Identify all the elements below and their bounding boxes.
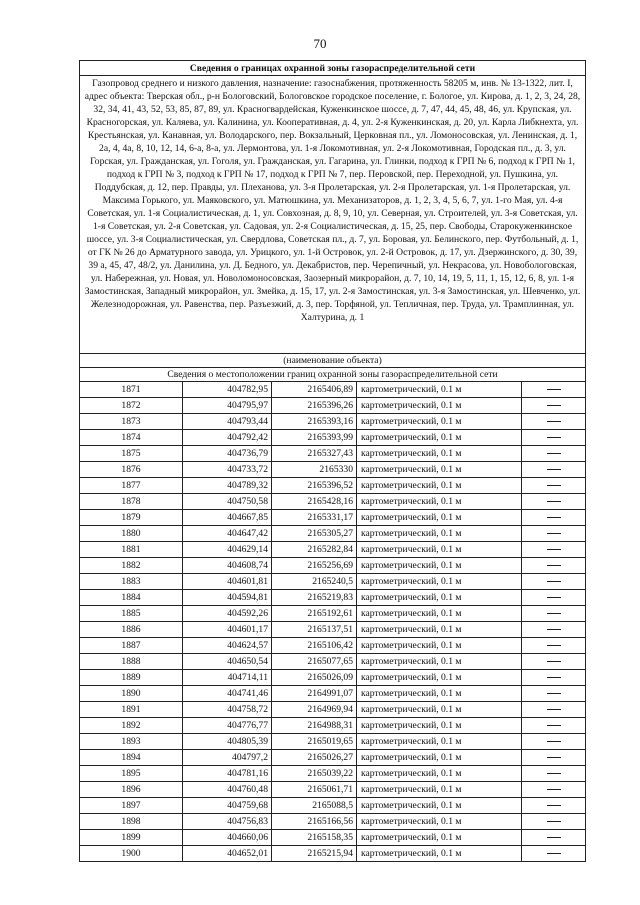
x-coordinate-cell: 404776,77 — [183, 718, 272, 734]
method-cell: картометрический, 0.1 м — [357, 766, 522, 782]
table-row — [80, 590, 586, 606]
y-coordinate-cell: 2165393,99 — [272, 430, 357, 446]
method-cell: картометрический, 0.1 м — [357, 462, 522, 478]
x-coordinate-cell: 404592,26 — [183, 606, 272, 622]
method-cell: картометрический, 0.1 м — [357, 702, 522, 718]
dash-mark — [547, 725, 561, 726]
table-row — [80, 542, 586, 558]
point-number-cell: 1871 — [80, 382, 183, 398]
point-number-cell: 1876 — [80, 462, 183, 478]
x-coordinate-cell: 404660,06 — [183, 830, 272, 846]
error-cell — [522, 670, 586, 686]
point-number-cell: 1899 — [80, 830, 183, 846]
y-coordinate-cell: 2165061,71 — [272, 782, 357, 798]
table-row — [80, 398, 586, 414]
point-number-cell: 1883 — [80, 574, 183, 590]
table-title: Сведения о границах охранной зоны газораспределительной сети — [80, 61, 586, 76]
point-number-cell: 1885 — [80, 606, 183, 622]
y-coordinate-cell: 2165026,09 — [272, 670, 357, 686]
object-caption: (наименование объекта) — [80, 354, 586, 368]
point-number-cell: 1882 — [80, 558, 183, 574]
dash-mark — [547, 821, 561, 822]
y-coordinate-cell: 2165305,27 — [272, 526, 357, 542]
dash-mark — [547, 389, 561, 390]
table-row — [80, 478, 586, 494]
table-row — [80, 558, 586, 574]
x-coordinate-cell: 404789,32 — [183, 478, 272, 494]
dash-mark — [547, 629, 561, 630]
dash-mark — [547, 661, 561, 662]
error-cell — [522, 798, 586, 814]
dash-mark — [547, 853, 561, 854]
method-cell: картометрический, 0.1 м — [357, 798, 522, 814]
y-coordinate-cell: 2165330 — [272, 462, 357, 478]
table-row — [80, 462, 586, 478]
point-number-cell: 1891 — [80, 702, 183, 718]
y-coordinate-cell: 2165219,83 — [272, 590, 357, 606]
dash-mark — [547, 517, 561, 518]
table-row — [80, 526, 586, 542]
dash-mark — [547, 709, 561, 710]
point-number-cell: 1892 — [80, 718, 183, 734]
dash-mark — [547, 469, 561, 470]
dash-mark — [547, 405, 561, 406]
x-coordinate-cell: 404782,95 — [183, 382, 272, 398]
x-coordinate-cell: 404741,46 — [183, 686, 272, 702]
x-coordinate-cell: 404758,72 — [183, 702, 272, 718]
dash-mark — [547, 693, 561, 694]
error-cell — [522, 766, 586, 782]
error-cell — [522, 702, 586, 718]
object-description: Газопровод среднего и низкого давления, назначение: газоснабжения, протяженность 58205 м, инв. № 13-1322, лит. I, адрес объекта: Тверская обл., р-н Бологовский, Бологовское городское поселение, г. Бологое, ул. Кирова, д. 1, 2, 3, 24, 28, 32, 34, 41, 43, 52, 53, 85, 87, 89, ул. Красногвардейская, Куженкинское шоссе, д. 7, 47, 44, 45, 48, 46, ул. Крупская, ул. Красногорская, ул. Каляева, ул. Калинина, ул. Кооперативная, д. 4, ул. 2-я Куженкинская, д. 20, ул. Карла Либкнехта, ул. Крестьянская, ул. Канавная, ул. Володарского, пер. Вокзальный, Церковная пл., ул. Ломоносовская, ул. Ленинская, д. 1, 2а, 4, 4а, 8, 10, 12, 14, 6-а, 8-а, ул. Лермонтова, ул. 1-я Локомотивная, ул. 2-я Локомотивная, Городская пл., д. 3, ул. Горская, ул. Гражданская, ул. Гоголя, ул. Гражданская, ул. Гагарина, ул. Глинки, подход к ГРП № 6, подход к ГРП № 1, подход к ГРП № 3, подход к ГРП № 17, подход к ГРП № 7, пер. Перовской, пер. Переходной, ул. Пушкина, ул. Поддубская, д. 12, пер. Правды, ул. Плеханова, ул. 3-я Пролетарская, ул. 2-я Пролетарская, ул. 1-я Пролетарская, ул. Максима Горького, ул. Маяковского, ул. Матюшкина, ул. Механизаторов, д. 1, 2, 3, 4, 5, 6, 7, ул. 1-го Мая, ул. 4-я Советская, ул. 1-я Социалистическая, д. 1, ул. Совхозная, д. 8, 9, 10, ул. Северная, ул. Строителей, ул. 3-я Советская, ул. 1-я Советская, ул. 2-я Советская, ул. Садовая, ул. 2-я Социалистическая, д. 15, 25, пер. Свободы, Старокуженкинское шоссе, ул. 3-я Социалистическая, ул. Свердлова, Советская пл., д. 7, ул. Боровая, ул. Белинского, пер. Футбольный, д. 1, от ГК № 26 до Арматурного завода, ул. Урицкого, ул. 1-й Островок, ул. 2-й Островок, д. 17, ул. Дзержинского, д. 30, 39, 39 а, 45, 47, 48/2, ул. Данилина, ул. Д. Бедного, ул. Декабристов, пер. Черепичный, ул. Некрасова, ул. Новобологовская, ул. Набережная, ул. Новая, ул. Новоломоносовская, Заозерный микрорайон, д. 7, 10, 14, 19, 5, 11, 1, 15, 12, 6, 8, ул. 1-я Замостинская, Западный микрорайон, ул. Змейка, д. 15, 17, ул. 2-я Замостинская, ул. 3-я Замостинская, ул. Шевченко, ул. Железнодорожная, ул. Равенства, пер. Разъезжий, д. 3, пер. Торфяной, ул. Тепличная, пер. Труда, ул. Трамплинная, ул. Халтурина, д. 1 — [80, 76, 586, 354]
y-coordinate-cell: 2165039,22 — [272, 766, 357, 782]
error-cell — [522, 718, 586, 734]
dash-mark — [547, 757, 561, 758]
error-cell — [522, 686, 586, 702]
x-coordinate-cell: 404667,85 — [183, 510, 272, 526]
point-number-cell: 1877 — [80, 478, 183, 494]
y-coordinate-cell: 2165019,65 — [272, 734, 357, 750]
dash-mark — [547, 581, 561, 582]
x-coordinate-cell: 404733,72 — [183, 462, 272, 478]
point-number-cell: 1872 — [80, 398, 183, 414]
method-cell: картометрический, 0.1 м — [357, 590, 522, 606]
x-coordinate-cell: 404793,44 — [183, 414, 272, 430]
x-coordinate-cell: 404760,48 — [183, 782, 272, 798]
table-row — [80, 414, 586, 430]
point-number-cell: 1875 — [80, 446, 183, 462]
table-row — [80, 734, 586, 750]
dash-mark — [547, 549, 561, 550]
method-cell: картометрический, 0.1 м — [357, 846, 522, 862]
x-coordinate-cell: 404624,57 — [183, 638, 272, 654]
error-cell — [522, 558, 586, 574]
method-cell: картометрический, 0.1 м — [357, 686, 522, 702]
error-cell — [522, 590, 586, 606]
y-coordinate-cell: 2165192,61 — [272, 606, 357, 622]
dash-mark — [547, 453, 561, 454]
dash-mark — [547, 501, 561, 502]
error-cell — [522, 622, 586, 638]
x-coordinate-cell: 404601,17 — [183, 622, 272, 638]
point-number-cell: 1888 — [80, 654, 183, 670]
y-coordinate-cell: 2165077,65 — [272, 654, 357, 670]
y-coordinate-cell: 2165406,89 — [272, 382, 357, 398]
method-cell: картометрический, 0.1 м — [357, 814, 522, 830]
dash-mark — [547, 565, 561, 566]
table-row — [80, 814, 586, 830]
error-cell — [522, 382, 586, 398]
error-cell — [522, 750, 586, 766]
table-row — [80, 670, 586, 686]
y-coordinate-cell: 2164969,94 — [272, 702, 357, 718]
x-coordinate-cell: 404647,42 — [183, 526, 272, 542]
y-coordinate-cell: 2165106,42 — [272, 638, 357, 654]
method-cell: картометрический, 0.1 м — [357, 830, 522, 846]
method-cell: картометрический, 0.1 м — [357, 638, 522, 654]
point-number-cell: 1897 — [80, 798, 183, 814]
dash-mark — [547, 613, 561, 614]
table-row — [80, 446, 586, 462]
method-cell: картометрический, 0.1 м — [357, 718, 522, 734]
dash-mark — [547, 437, 561, 438]
error-cell — [522, 462, 586, 478]
dash-mark — [547, 741, 561, 742]
error-cell — [522, 814, 586, 830]
y-coordinate-cell: 2165327,43 — [272, 446, 357, 462]
x-coordinate-cell: 404650,54 — [183, 654, 272, 670]
table-row — [80, 686, 586, 702]
table-row — [80, 782, 586, 798]
dash-mark — [547, 805, 561, 806]
error-cell — [522, 574, 586, 590]
dash-mark — [547, 533, 561, 534]
y-coordinate-cell: 2165215,94 — [272, 846, 357, 862]
table-row — [80, 638, 586, 654]
method-cell: картометрический, 0.1 м — [357, 782, 522, 798]
method-cell: картометрический, 0.1 м — [357, 670, 522, 686]
table-row — [80, 846, 586, 862]
location-subtitle: Сведения о местоположении границ охранной зоны газораспределительной сети — [80, 368, 586, 382]
y-coordinate-cell: 2165088,5 — [272, 798, 357, 814]
x-coordinate-cell: 404781,16 — [183, 766, 272, 782]
table-row — [80, 606, 586, 622]
point-number-cell: 1889 — [80, 670, 183, 686]
method-cell: картометрический, 0.1 м — [357, 750, 522, 766]
x-coordinate-cell: 404601,81 — [183, 574, 272, 590]
y-coordinate-cell: 2165331,17 — [272, 510, 357, 526]
y-coordinate-cell: 2165428,16 — [272, 494, 357, 510]
method-cell: картометрический, 0.1 м — [357, 398, 522, 414]
y-coordinate-cell: 2165282,84 — [272, 542, 357, 558]
x-coordinate-cell: 404750,58 — [183, 494, 272, 510]
point-number-cell: 1893 — [80, 734, 183, 750]
y-coordinate-cell: 2165240,5 — [272, 574, 357, 590]
y-coordinate-cell: 2164988,31 — [272, 718, 357, 734]
page-number: 70 — [313, 36, 327, 51]
error-cell — [522, 654, 586, 670]
dash-mark — [547, 773, 561, 774]
table-row — [80, 574, 586, 590]
point-number-cell: 1896 — [80, 782, 183, 798]
point-number-cell: 1895 — [80, 766, 183, 782]
dash-mark — [547, 789, 561, 790]
method-cell: картометрический, 0.1 м — [357, 414, 522, 430]
dash-mark — [547, 485, 561, 486]
table-row — [80, 798, 586, 814]
dash-mark — [547, 645, 561, 646]
point-number-cell: 1900 — [80, 846, 183, 862]
y-coordinate-cell: 2165393,16 — [272, 414, 357, 430]
error-cell — [522, 846, 586, 862]
method-cell: картометрический, 0.1 м — [357, 574, 522, 590]
table-row — [80, 750, 586, 766]
method-cell: картометрический, 0.1 м — [357, 654, 522, 670]
method-cell: картометрический, 0.1 м — [357, 606, 522, 622]
x-coordinate-cell: 404714,11 — [183, 670, 272, 686]
point-number-cell: 1894 — [80, 750, 183, 766]
y-coordinate-cell: 2165396,26 — [272, 398, 357, 414]
dash-mark — [547, 677, 561, 678]
error-cell — [522, 734, 586, 750]
error-cell — [522, 398, 586, 414]
table-row — [80, 382, 586, 398]
x-coordinate-cell: 404652,01 — [183, 846, 272, 862]
dash-mark — [547, 837, 561, 838]
method-cell: картометрический, 0.1 м — [357, 558, 522, 574]
point-number-cell: 1898 — [80, 814, 183, 830]
method-cell: картометрический, 0.1 м — [357, 542, 522, 558]
method-cell: картометрический, 0.1 м — [357, 446, 522, 462]
error-cell — [522, 446, 586, 462]
y-coordinate-cell: 2165256,69 — [272, 558, 357, 574]
table-row — [80, 654, 586, 670]
x-coordinate-cell: 404594,81 — [183, 590, 272, 606]
x-coordinate-cell: 404756,83 — [183, 814, 272, 830]
point-number-cell: 1886 — [80, 622, 183, 638]
error-cell — [522, 638, 586, 654]
point-number-cell: 1881 — [80, 542, 183, 558]
x-coordinate-cell: 404736,79 — [183, 446, 272, 462]
x-coordinate-cell: 404759,68 — [183, 798, 272, 814]
error-cell — [522, 510, 586, 526]
error-cell — [522, 782, 586, 798]
method-cell: картометрический, 0.1 м — [357, 382, 522, 398]
error-cell — [522, 830, 586, 846]
y-coordinate-cell: 2165396,52 — [272, 478, 357, 494]
table-row — [80, 830, 586, 846]
error-cell — [522, 414, 586, 430]
x-coordinate-cell: 404797,2 — [183, 750, 272, 766]
x-coordinate-cell: 404795,97 — [183, 398, 272, 414]
table-row — [80, 430, 586, 446]
point-number-cell: 1879 — [80, 510, 183, 526]
x-coordinate-cell: 404792,42 — [183, 430, 272, 446]
method-cell: картометрический, 0.1 м — [357, 734, 522, 750]
table-row — [80, 718, 586, 734]
table-row — [80, 622, 586, 638]
error-cell — [522, 430, 586, 446]
y-coordinate-cell: 2165158,35 — [272, 830, 357, 846]
point-number-cell: 1887 — [80, 638, 183, 654]
table-row — [80, 766, 586, 782]
error-cell — [522, 478, 586, 494]
method-cell: картометрический, 0.1 м — [357, 526, 522, 542]
x-coordinate-cell: 404629,14 — [183, 542, 272, 558]
table-row — [80, 702, 586, 718]
point-number-cell: 1884 — [80, 590, 183, 606]
error-cell — [522, 526, 586, 542]
method-cell: картометрический, 0.1 м — [357, 478, 522, 494]
y-coordinate-cell: 2164991,07 — [272, 686, 357, 702]
method-cell: картометрический, 0.1 м — [357, 494, 522, 510]
y-coordinate-cell: 2165137,51 — [272, 622, 357, 638]
error-cell — [522, 494, 586, 510]
error-cell — [522, 542, 586, 558]
table-row — [80, 494, 586, 510]
point-number-cell: 1878 — [80, 494, 183, 510]
boundary-table — [79, 60, 586, 862]
method-cell: картометрический, 0.1 м — [357, 622, 522, 638]
dash-mark — [547, 597, 561, 598]
point-number-cell: 1874 — [80, 430, 183, 446]
point-number-cell: 1890 — [80, 686, 183, 702]
y-coordinate-cell: 2165026,27 — [272, 750, 357, 766]
error-cell — [522, 606, 586, 622]
x-coordinate-cell: 404608,74 — [183, 558, 272, 574]
method-cell: картометрический, 0.1 м — [357, 430, 522, 446]
y-coordinate-cell: 2165166,56 — [272, 814, 357, 830]
method-cell: картометрический, 0.1 м — [357, 510, 522, 526]
point-number-cell: 1880 — [80, 526, 183, 542]
table-row — [80, 510, 586, 526]
x-coordinate-cell: 404805,39 — [183, 734, 272, 750]
point-number-cell: 1873 — [80, 414, 183, 430]
dash-mark — [547, 421, 561, 422]
